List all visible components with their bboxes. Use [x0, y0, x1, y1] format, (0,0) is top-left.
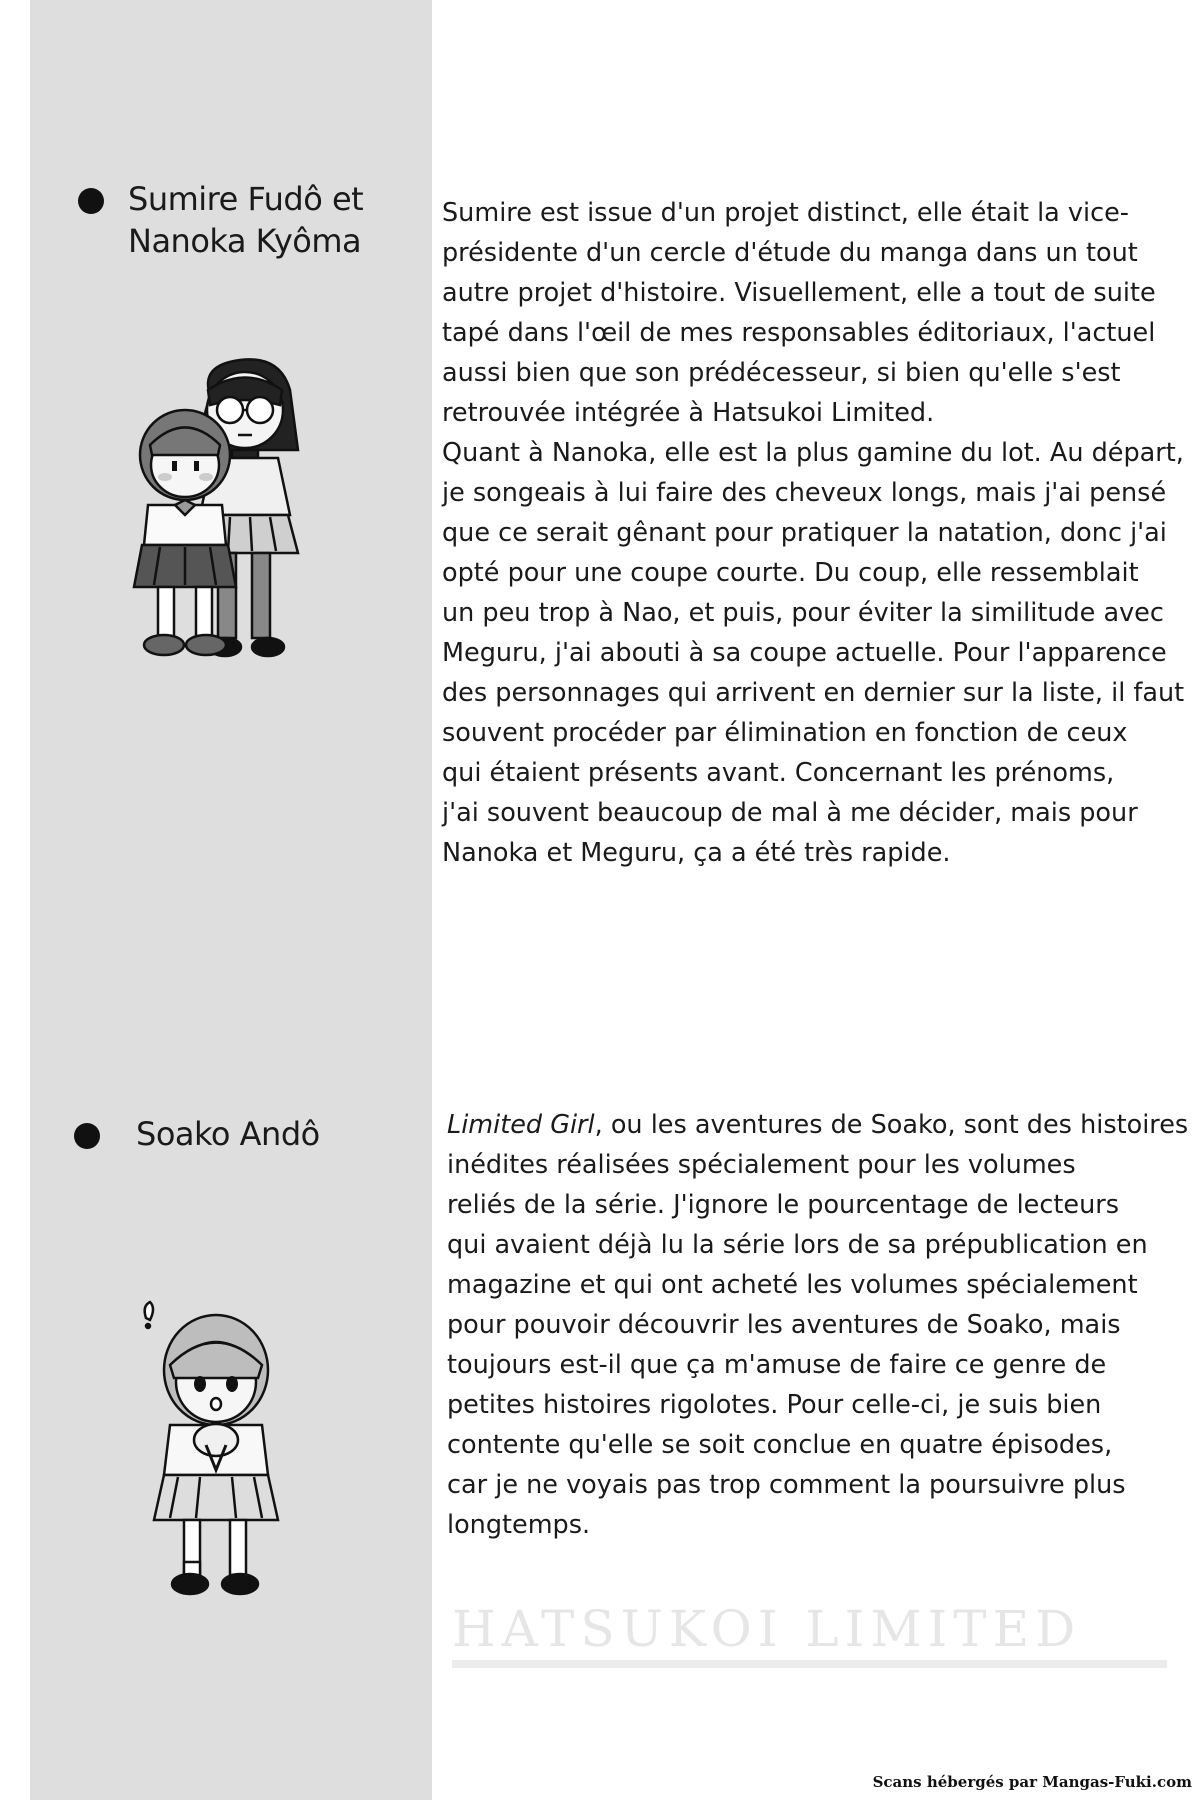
section2-body — [447, 1105, 1188, 1545]
text-line: magazine et qui ont acheté les volumes spécialement — [447, 1270, 1138, 1300]
title-line-1: Sumire Fudô et — [128, 180, 364, 218]
text-line: présidente d'un cercle d'étude du manga dans un tout — [442, 238, 1138, 268]
text-line: Meguru, j'ai abouti à sa coupe actuelle. Pour l'apparence — [442, 638, 1167, 668]
text-line: Nanoka et Meguru, ça a été très rapide. — [442, 838, 951, 868]
text-line: pour pouvoir découvrir les aventures de Soako, mais — [447, 1310, 1121, 1340]
title-line: Soako Andô — [136, 1115, 320, 1153]
text-line: aussi bien que son prédécesseur, si bien qu'elle s'est — [442, 358, 1121, 388]
section-title-soako — [78, 1113, 320, 1155]
text-line: reliés de la série. J'ignore le pourcentage de lecteurs — [447, 1190, 1120, 1220]
text-line: retrouvée intégrée à Hatsukoi Limited. — [442, 398, 935, 428]
section-title-sumire-nanoka — [78, 178, 363, 262]
text-line: qui étaient présents avant. Concernant les prénoms, — [442, 758, 1115, 788]
illustration-sumire-nanoka — [120, 355, 350, 700]
section1-body — [442, 193, 1184, 873]
scan-credit: Scans hébergés par Mangas-Fuki.com — [872, 1773, 1192, 1791]
work-title: Limited Girl — [447, 1110, 595, 1140]
text-line: inédites réalisées spécialement pour les volumes — [447, 1150, 1076, 1180]
text-line: opté pour une coupe courte. Du coup, elle ressemblait — [442, 558, 1139, 588]
brand-rule — [452, 1660, 1167, 1668]
text-line: toujours est-il que ça m'amuse de faire ce genre de — [447, 1350, 1107, 1380]
text-line: que ce serait gênant pour pratiquer la natation, donc j'ai — [442, 518, 1167, 548]
bullet-icon — [78, 188, 104, 214]
illustration-soako — [138, 1300, 288, 1630]
text-line: un peu trop à Nao, et puis, pour éviter la similitude avec — [442, 598, 1164, 628]
text-line: longtemps. — [447, 1510, 591, 1540]
brand-watermark: HATSUKOI LIMITED — [452, 1600, 1082, 1658]
text-line: des personnages qui arrivent en dernier sur la liste, il faut — [442, 678, 1185, 708]
text-line: je songeais à lui faire des cheveux longs, mais j'ai pensé — [442, 478, 1167, 508]
text-line: petites histoires rigolotes. Pour celle-ci, je suis bien — [447, 1390, 1102, 1420]
text-line: tapé dans l'œil de mes responsables éditoriaux, l'actuel — [442, 318, 1156, 348]
text-line: Quant à Nanoka, elle est la plus gamine du lot. Au départ, — [442, 438, 1184, 468]
text-rest: , ou les aventures de Soako, sont des histoires — [594, 1110, 1189, 1140]
title-line-2: Nanoka Kyôma — [128, 222, 362, 260]
text-line: contente qu'elle se soit conclue en quatre épisodes, — [447, 1430, 1113, 1460]
text-line-first — [447, 1105, 1188, 1145]
text-line: qui avaient déjà lu la série lors de sa prépublication en — [447, 1230, 1148, 1260]
text-line: autre projet d'histoire. Visuellement, elle a tout de suite — [442, 278, 1156, 308]
text-line: souvent procéder par élimination en fonction de ceux — [442, 718, 1128, 748]
text-line: car je ne voyais pas trop comment la poursuivre plus — [447, 1470, 1126, 1500]
bullet-icon — [74, 1123, 100, 1149]
text-line: j'ai souvent beaucoup de mal à me décider, mais pour — [442, 798, 1138, 828]
text-line: Sumire est issue d'un projet distinct, elle était la vice- — [442, 198, 1129, 228]
